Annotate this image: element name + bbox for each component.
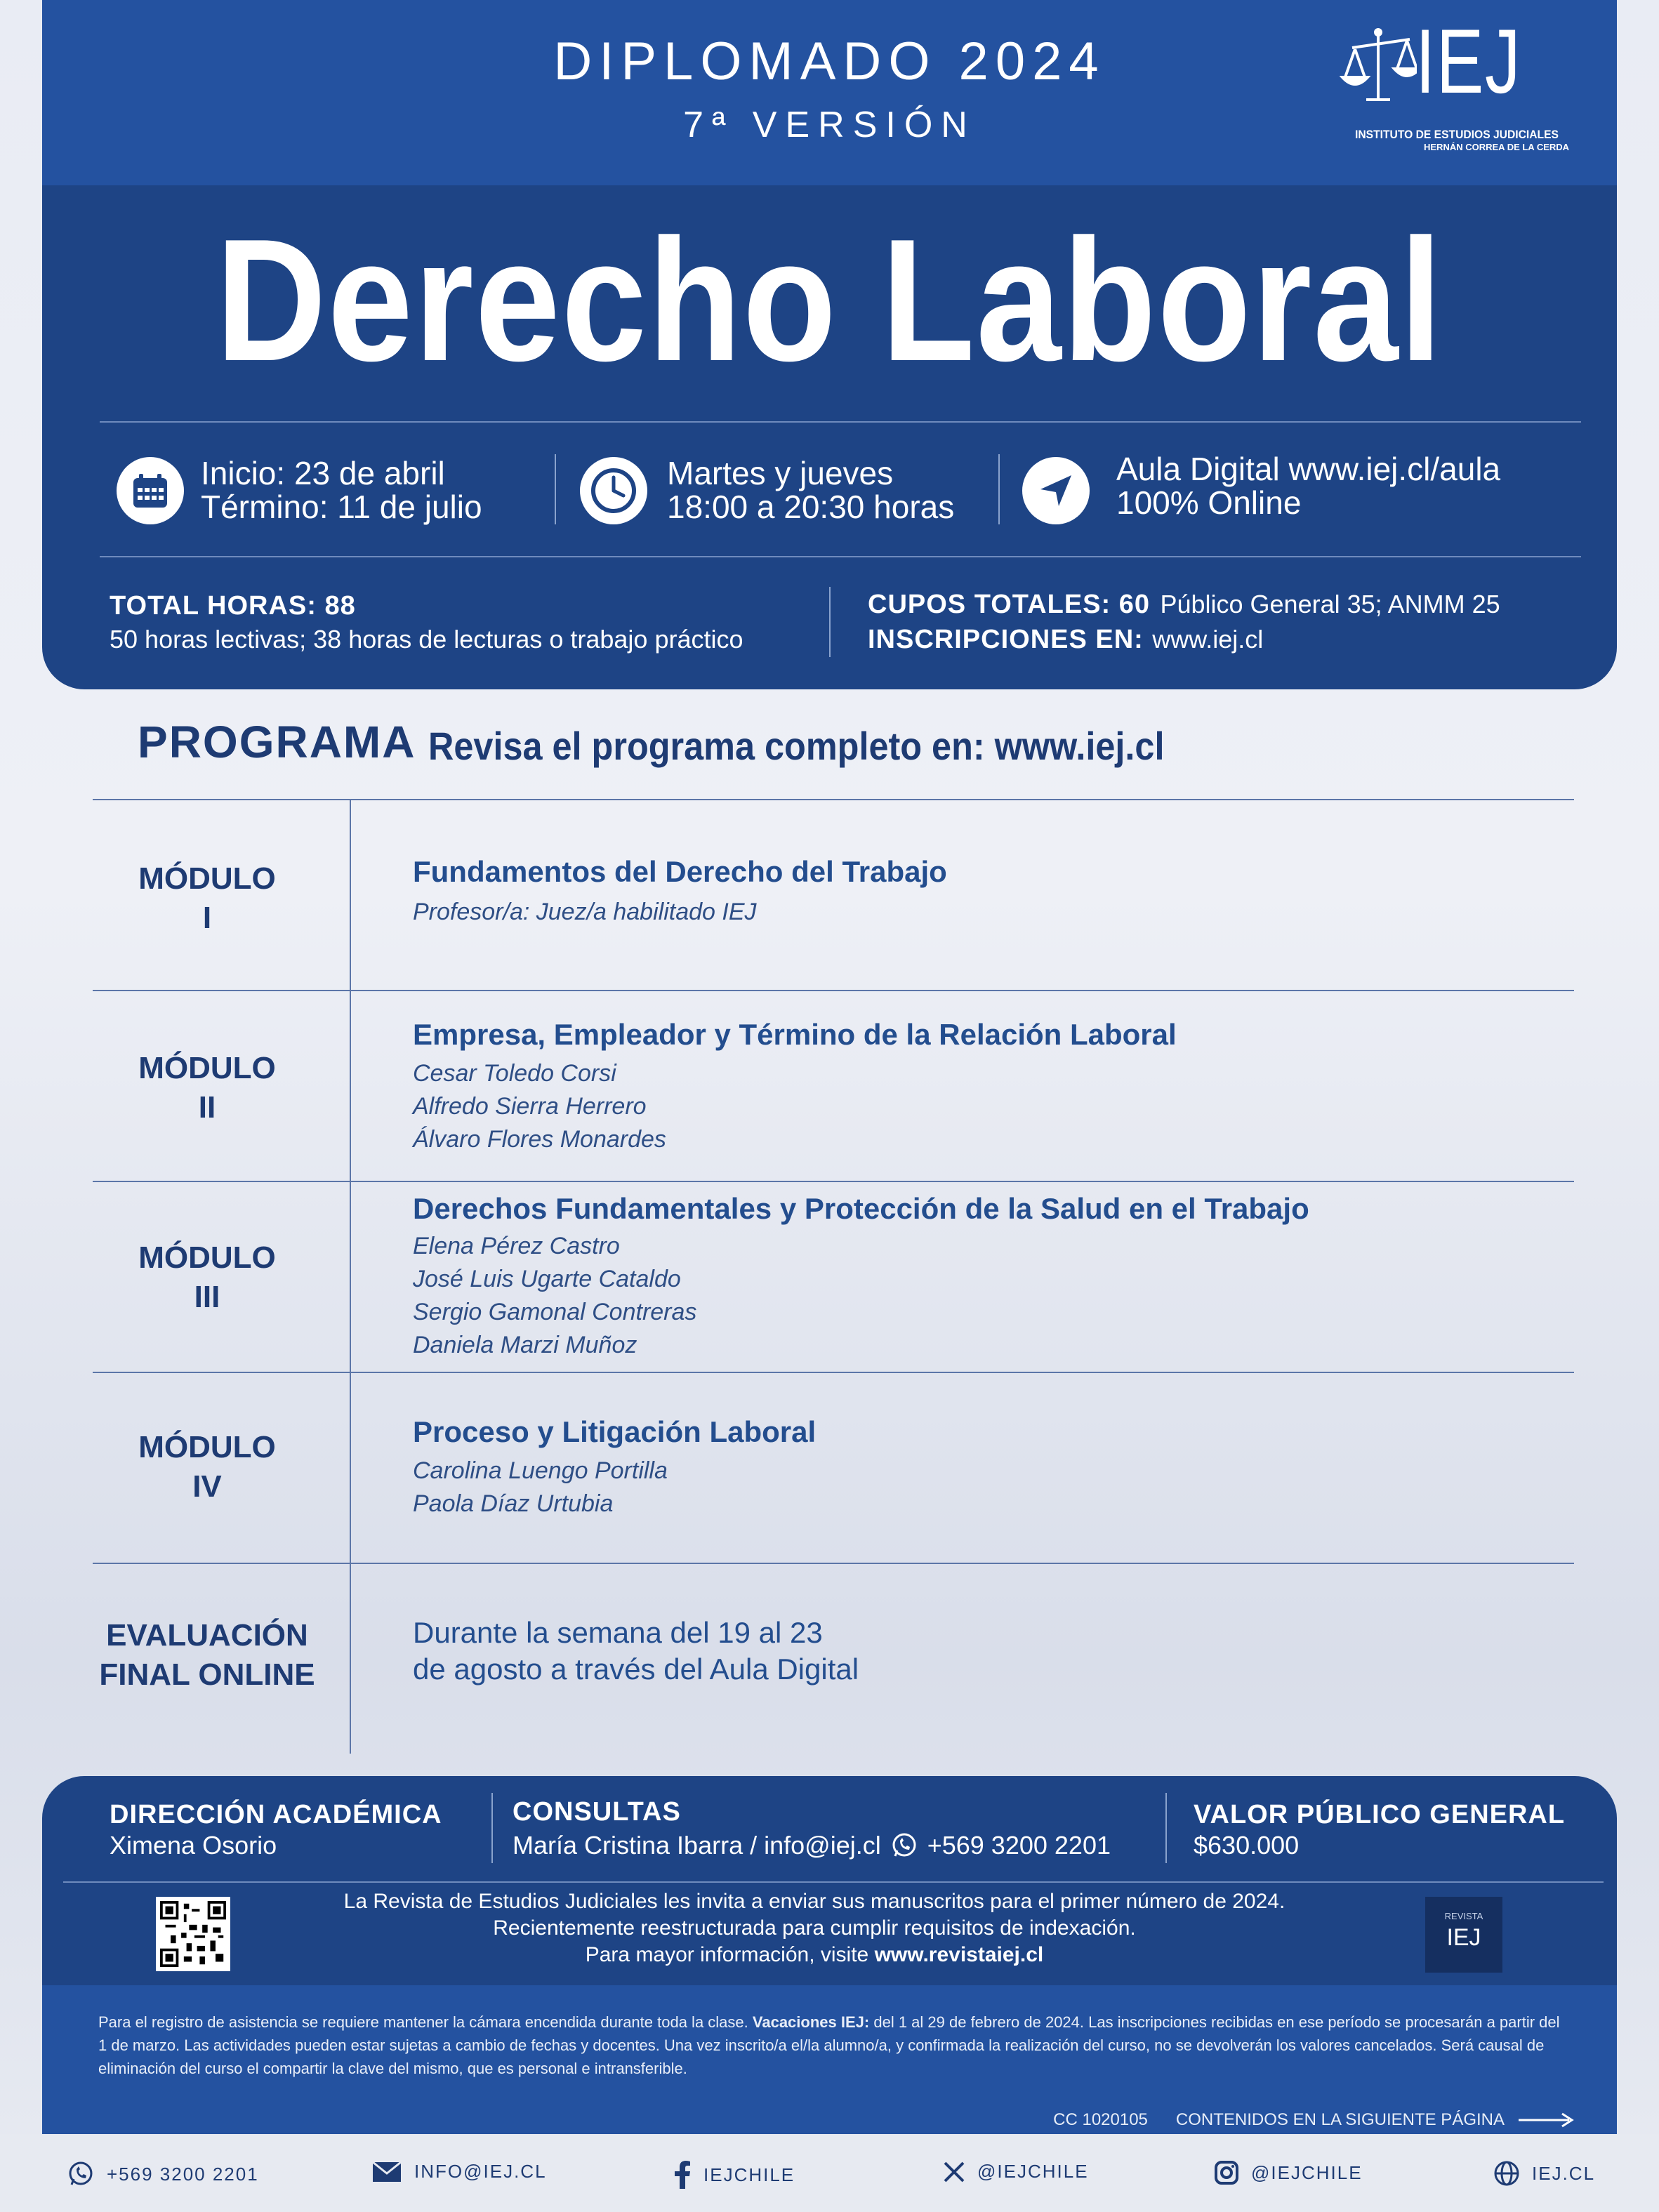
table-rule	[93, 1372, 1574, 1373]
module-professor: Elena Pérez Castro	[413, 1233, 620, 1259]
module-professor: Alfredo Sierra Herrero	[413, 1093, 647, 1120]
module-word: MÓDULO	[138, 1240, 276, 1275]
module-professor: Cesar Toledo Corsi	[413, 1060, 616, 1087]
divider	[1165, 1793, 1167, 1863]
consultas-line	[513, 1831, 1111, 1860]
schedule-hours: 18:00 a 20:30 horas	[667, 489, 955, 525]
title-band	[42, 185, 1617, 689]
contact-x[interactable]	[944, 2161, 1089, 2183]
logo-institute-subname: HERNÁN CORREA DE LA CERDA	[1424, 142, 1570, 152]
contact-phone[interactable]	[67, 2161, 259, 2187]
contact-email-text: INFO@IEJ.CL	[414, 2161, 547, 2182]
module-number: II	[198, 1090, 216, 1125]
revista-line: Recientemente reestructurada para cumplir requisitos de indexación.	[493, 1916, 1136, 1940]
divider	[491, 1793, 493, 1863]
x-icon	[944, 2161, 965, 2183]
evaluation-line: Durante la semana del 19 al 23	[413, 1616, 823, 1649]
table-rule	[93, 990, 1574, 991]
valor-heading: VALOR PÚBLICO GENERAL	[1194, 1800, 1566, 1829]
whatsapp-icon	[67, 2161, 94, 2187]
cc-code: CC 1020105	[1053, 2110, 1148, 2129]
module-professor: Carolina Luengo Portilla	[413, 1457, 668, 1484]
contact-web[interactable]	[1494, 2161, 1595, 2186]
module-title: Proceso y Litigación Laboral	[413, 1415, 817, 1448]
module-professor: Profesor/a: Juez/a habilitado IEJ	[413, 899, 757, 925]
programa-link-text[interactable]: Revisa el programa completo en: www.iej.cl	[428, 724, 1165, 768]
legal-text-part: del 1 al 29 de febrero de 2024. Las inscripciones recibidas en ese período se procesarán a partir del 1 de marzo. Las actividades pueden estar sujetas a cambio de fechas y docentes. Una vez inscrito/a el/la alumno/a, y confirmada la realización del curso, no se devolverán los valores cancelados. Será causal de eliminación del curso el compartir la clave del mismo, que es personal e intransferible.	[98, 2013, 1560, 2077]
contact-facebook-text: IEJCHILE	[703, 2164, 795, 2185]
inscripciones-line	[868, 625, 1263, 655]
schedule-days: Martes y jueves	[667, 455, 894, 491]
aula-digital-url: Aula Digital www.iej.cl/aula	[1116, 451, 1501, 487]
whatsapp-icon	[891, 1832, 918, 1859]
calendar-icon	[117, 457, 184, 524]
contact-email[interactable]	[372, 2161, 547, 2183]
total-hours: TOTAL HORAS: 88	[110, 591, 356, 621]
cupos-breakdown: Público General 35; ANMM 25	[1160, 590, 1500, 618]
evaluation-subword: FINAL ONLINE	[99, 1657, 315, 1692]
divider	[100, 421, 1581, 423]
valor-amount: $630.000	[1194, 1831, 1300, 1860]
divider	[100, 556, 1581, 557]
module-label	[93, 1428, 322, 1506]
divider	[829, 587, 831, 657]
direccion-name: Ximena Osorio	[110, 1831, 277, 1860]
mail-icon	[372, 2161, 402, 2183]
legal-text-part: Para el registro de asistencia se requiere mantener la cámara encendida durante toda la clase.	[98, 2013, 748, 2031]
course-dates	[201, 456, 482, 524]
divider	[998, 454, 1000, 524]
module-professor: Paola Díaz Urtubia	[413, 1490, 614, 1517]
module-label	[93, 859, 322, 938]
contact-instagram-text: @IEJCHILE	[1251, 2161, 1363, 2183]
contact-phone-text: +569 3200 2201	[107, 2163, 259, 2185]
next-page-note: CONTENIDOS EN LA SIGUIENTE PÁGINA	[1175, 2110, 1505, 2129]
page-title: Derecho Laboral	[216, 202, 1443, 397]
divider	[555, 454, 556, 524]
revista-logo	[1425, 1897, 1502, 1973]
online-label: 100% Online	[1116, 484, 1302, 521]
module-number: IV	[192, 1469, 222, 1504]
contact-facebook[interactable]	[674, 2161, 795, 2189]
cupos-total: CUPOS TOTALES: 60	[868, 590, 1150, 619]
navigation-arrow-icon	[1022, 457, 1090, 524]
table-rule	[93, 1181, 1574, 1182]
module-title: Derechos Fundamentales y Protección de la Salud en el Trabajo	[413, 1192, 1309, 1225]
course-location	[1116, 452, 1500, 519]
course-schedule	[667, 456, 954, 524]
module-word: MÓDULO	[138, 861, 276, 896]
clock-icon	[580, 457, 647, 524]
logo-institute-name: INSTITUTO DE ESTUDIOS JUDICIALES	[1355, 128, 1559, 141]
contact-web-text: IEJ.CL	[1532, 2162, 1596, 2184]
revista-logo-letters: IEJ	[1446, 1924, 1481, 1951]
module-number: I	[202, 901, 212, 935]
contact-x-text: @IEJCHILE	[977, 2161, 1089, 2182]
consultas-heading: CONSULTAS	[513, 1797, 681, 1827]
logo-letters: IEJ	[1415, 10, 1522, 112]
evaluation-label	[79, 1616, 336, 1695]
module-number: III	[194, 1280, 220, 1314]
scales-of-justice-icon	[1340, 21, 1417, 112]
module-label	[93, 1238, 322, 1317]
divider	[63, 1881, 1604, 1883]
evaluation-line: de agosto a través del Aula Digital	[413, 1653, 859, 1686]
consultas-contact[interactable]: María Cristina Ibarra / info@iej.cl	[513, 1831, 881, 1860]
contact-instagram[interactable]	[1215, 2161, 1363, 2185]
module-title: Fundamentos del Derecho del Trabajo	[413, 855, 947, 888]
module-label	[93, 1049, 322, 1127]
legal-text-bold: Vacaciones IEJ:	[752, 2013, 870, 2031]
module-title: Empresa, Empleador y Término de la Relación Laboral	[413, 1018, 1177, 1051]
start-date: Inicio: 23 de abril	[201, 455, 445, 491]
module-professor: José Luis Ugarte Cataldo	[413, 1266, 681, 1292]
instagram-icon	[1215, 2161, 1238, 2185]
cupos-line	[868, 590, 1500, 620]
arrow-right-icon	[1519, 2112, 1575, 2128]
module-professor: Sergio Gamonal Contreras	[413, 1299, 697, 1325]
globe-icon	[1494, 2161, 1519, 2186]
inscripciones-label: INSCRIPCIONES EN:	[868, 625, 1144, 654]
direccion-heading: DIRECCIÓN ACADÉMICA	[110, 1800, 442, 1829]
version-label: 7ª VERSIÓN	[683, 105, 976, 145]
legal-notice	[42, 1985, 1617, 2134]
contact-bar	[0, 2134, 1659, 2212]
evaluation-word: EVALUACIÓN	[106, 1618, 308, 1653]
revista-line: La Revista de Estudios Judiciales les invita a enviar sus manuscritos para el primer número de 2024.	[343, 1890, 1285, 1913]
page-footer-note	[1053, 2110, 1575, 2130]
revista-logo-word: REVISTA	[1444, 1911, 1483, 1921]
table-rule	[93, 799, 1574, 800]
qr-code-icon	[160, 1901, 226, 1967]
end-date: Término: 11 de julio	[201, 489, 482, 525]
legal-text	[98, 2011, 1566, 2080]
module-word: MÓDULO	[138, 1051, 276, 1085]
consultas-phone[interactable]: +569 3200 2201	[927, 1831, 1111, 1860]
revista-line-text: Para mayor información, visite	[585, 1943, 869, 1966]
module-word: MÓDULO	[138, 1430, 276, 1464]
revista-announcement	[218, 1888, 1411, 1968]
revista-line	[218, 1942, 1411, 1968]
table-rule	[93, 1563, 1574, 1564]
inscripciones-url[interactable]: www.iej.cl	[1152, 625, 1264, 654]
evaluation-description	[413, 1615, 859, 1688]
revista-link[interactable]: www.revistaiej.cl	[874, 1943, 1044, 1966]
module-professor: Daniela Marzi Muñoz	[413, 1332, 637, 1358]
table-column-divider	[350, 800, 351, 1754]
hours-breakdown: 50 horas lectivas; 38 horas de lecturas o trabajo práctico	[110, 625, 743, 654]
facebook-icon	[674, 2161, 691, 2189]
programa-heading: PROGRAMA	[138, 717, 416, 767]
module-professor: Álvaro Flores Monardes	[413, 1126, 666, 1153]
diplomado-heading: DIPLOMADO 2024	[553, 32, 1106, 91]
iej-logo	[1340, 10, 1570, 161]
footer-band	[42, 1776, 1617, 2134]
